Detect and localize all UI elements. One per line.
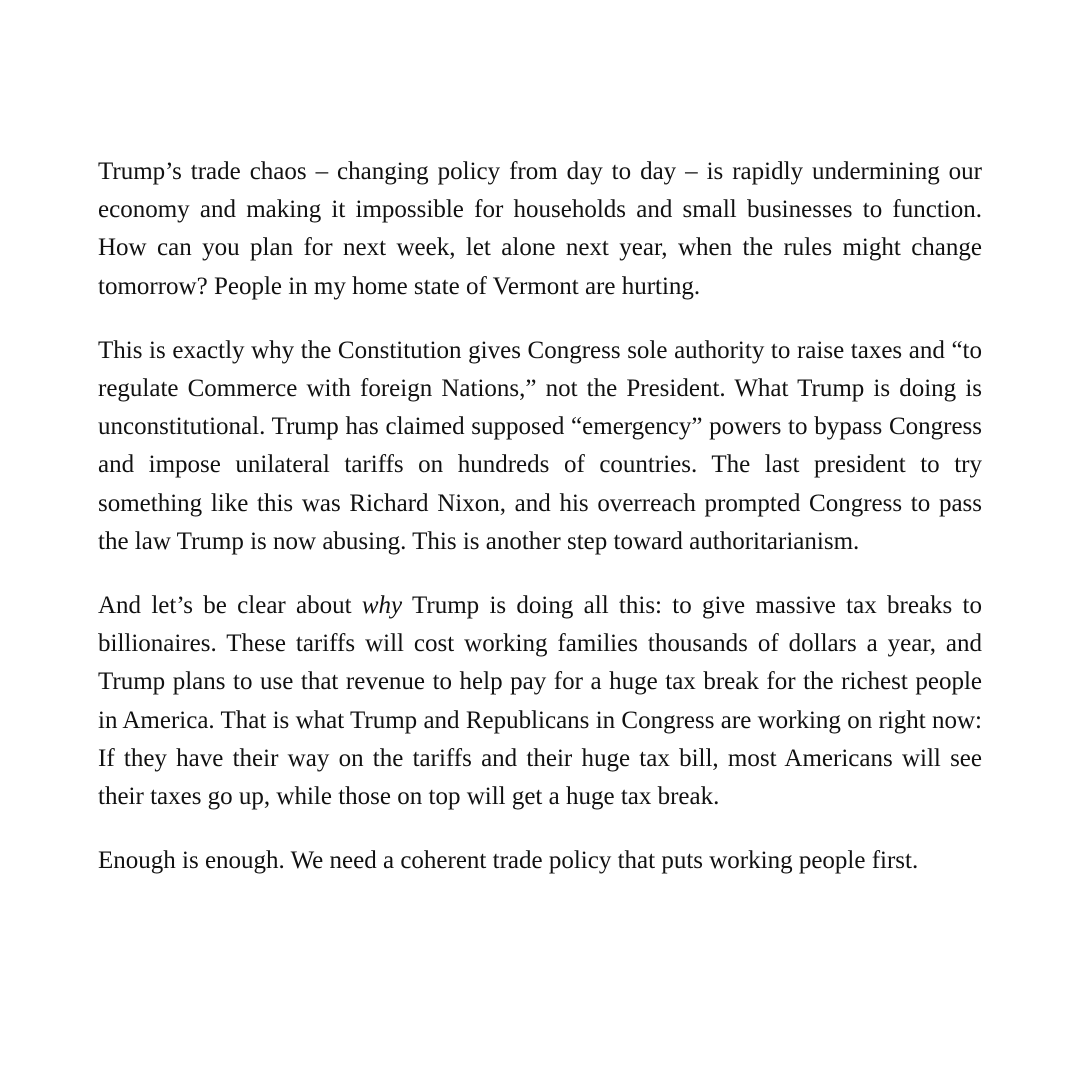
paragraph-trade-chaos: Trump’s trade chaos – changing policy from day to day – is rapidly undermining our economy and making it impossible for households and small businesses to function. How can you plan for next week, let alone next year, when the rules might change tomorrow? People in my home state of Vermont are hurting. bbox=[98, 158, 982, 300]
paragraph-tax-breaks bbox=[98, 587, 982, 816]
paragraph-tax-breaks-lead: And let’s be clear about bbox=[98, 592, 362, 620]
statement-body bbox=[98, 153, 982, 880]
emphasized-word: why bbox=[361, 592, 403, 620]
paragraph-constitution: This is exactly why the Constitution gives Congress sole authority to raise taxes and “to regulate Commerce with foreign Nations,” not the President. What Trump is doing is unconstitutional. Trump has claimed supposed “emergency” powers to bypass Congress and impose unilateral tariffs on hundreds of countries. The last president to try something like this was Richard Nixon, and his overreach prompted Congress to pass the law Trump is now abusing. This is another step toward authoritarianism. bbox=[98, 336, 982, 555]
paragraph-conclusion: Enough is enough. We need a coherent trade policy that puts working people first. bbox=[98, 847, 919, 875]
paragraph-tax-breaks-rest: Trump is doing all this: to give massive tax breaks to billionaires. These tariffs will cost working families thousands of dollars a year, and Trump plans to use that revenue to help pay for a huge tax break for the richest people in America. That is what Trump and Republicans in Congress are working on right now: If they have their way on the tariffs and their huge tax bill, most Americans will see their taxes go up, while those on top will get a huge tax break. bbox=[98, 592, 982, 811]
